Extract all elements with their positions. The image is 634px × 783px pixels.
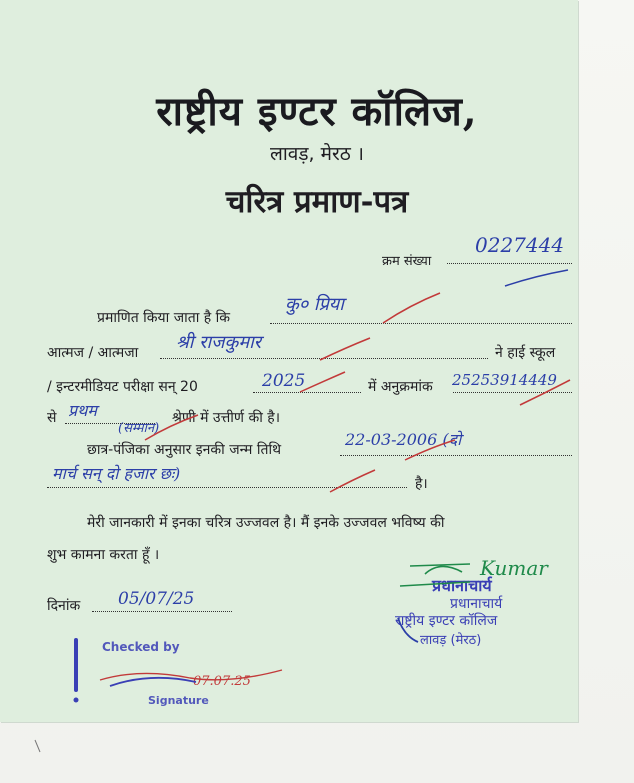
roll-number: 25253914449 <box>452 371 557 389</box>
margin-tick <box>35 740 40 752</box>
red-mark-parent <box>320 338 370 360</box>
division-label: श्रेणी में उत्तीर्ण की है। <box>172 410 281 426</box>
checked-by-label: Checked by <box>102 640 180 654</box>
principal-signature-flourish <box>400 564 470 586</box>
principal-signature: Kumar <box>480 556 548 580</box>
signature-label: Signature <box>148 694 209 707</box>
division-value: प्रथम <box>68 401 97 420</box>
remark-line-1: मेरी जानकारी में इनका चरित्र उज्जवल है। मैं इनके उज्जवल भविष्य की <box>87 515 445 531</box>
parent-label: आत्मज / आत्मजा <box>47 345 139 361</box>
certify-label: प्रमाणित किया जाता है कि <box>97 310 231 326</box>
serial-tick-mark <box>505 270 568 286</box>
division-note: (सम्मान) <box>118 421 160 436</box>
stamp-college-name: राष्ट्रीय इण्टर कॉलिज <box>395 613 498 629</box>
dob-words: मार्च सन् दो हजार छः) <box>52 464 181 483</box>
red-mark-dob <box>405 440 455 460</box>
date-label: दिनांक <box>47 598 81 614</box>
college-name: राष्ट्रीय इण्टर कॉलिज, <box>156 88 478 135</box>
serial-number: 0227444 <box>475 233 565 257</box>
checked-stamp-dot <box>74 698 79 703</box>
checked-signature-blue <box>110 678 196 686</box>
red-mark-dob-words <box>330 470 375 492</box>
document-title: चरित्र प्रमाण-पत्र <box>225 184 409 220</box>
stamp-principal-title: प्रधानाचार्य <box>450 596 503 612</box>
red-mark-year <box>300 372 345 392</box>
date-value: 05/07/25 <box>118 589 195 609</box>
stamp-place: लावड़ (मेरठ) <box>420 633 482 648</box>
checked-signature-red <box>100 670 282 680</box>
serial-label: क्रम संख्या <box>382 254 432 269</box>
principal-title-print: प्रधानाचार्य <box>432 576 492 595</box>
dob-label: छात्र-पंजिका अनुसार इनकी जन्म तिथि <box>87 442 282 458</box>
dob-value: 22-03-2006 (दो <box>345 430 462 449</box>
red-mark-division <box>145 415 198 440</box>
student-name: कु० प्रिया <box>285 294 344 315</box>
dob-end: है। <box>415 476 428 492</box>
from-label: से <box>47 410 57 426</box>
exam-label: / इन्टरमीडियट परीक्षा सन् 20 <box>47 379 198 395</box>
checked-date: 07.07.25 <box>193 674 251 689</box>
roll-label: में अनुक्रमांक <box>368 379 433 395</box>
school-label: ने हाई स्कूल <box>495 345 556 361</box>
red-mark-roll <box>520 380 570 405</box>
red-mark-name <box>383 293 440 323</box>
parent-name: श्री राजकुमार <box>176 332 262 353</box>
stamp-check-mark <box>398 618 418 642</box>
remark-line-2: शुभ कामना करता हूँ । <box>47 547 160 563</box>
exam-year: 2025 <box>262 371 306 391</box>
college-location: लावड़, मेरठ । <box>269 143 365 165</box>
